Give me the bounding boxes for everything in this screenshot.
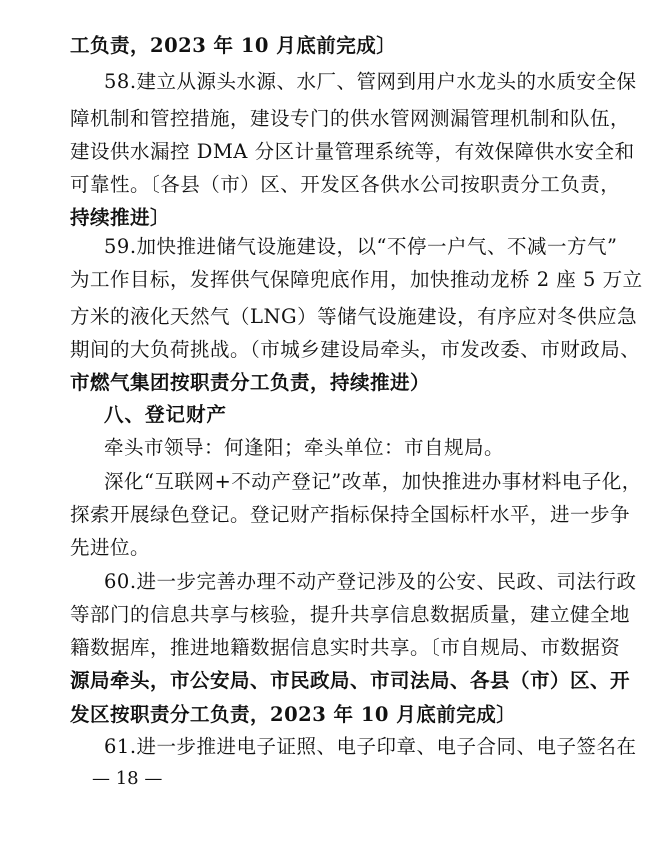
text-line: 60.进一步完善办理不动产登记涉及的公安、民政、司法行政 — [104, 570, 637, 593]
section-heading: 八、登记财产 — [104, 403, 228, 426]
text-line: 等部门的信息共享与核验，提升共享信息数据质量，建立健全地 — [70, 603, 631, 626]
page-number: — 18 — — [92, 768, 163, 789]
text-line: 障机制和管控措施，建设专门的供水管网测漏管理机制和队伍， — [70, 107, 631, 130]
text-line: 市燃气集团按职责分工负责，持续推进） — [70, 371, 431, 394]
text-line: 可靠性。〔各县（市）区、开发区各供水公司按职责分工负责， — [70, 173, 621, 196]
text-line: 先进位。 — [70, 536, 151, 559]
text-line: 籍数据库，推进地籍数据信息实时共享。〔市自规局、市数据资 — [70, 636, 621, 659]
text-line: 59.加快推进储气设施建设，以“不停一户气、不减一方气” — [104, 235, 618, 258]
text-line: 持续推进〕 — [70, 206, 171, 229]
text-line: 为工作目标，发挥供气保障兜底作用，加快推动龙桥 2 座 5 万立 — [70, 268, 643, 291]
text-line: 工负责，2023 年 10 月底前完成〕 — [70, 34, 397, 57]
text-line: 61.进一步推进电子证照、电子印章、电子合同、电子签名在 — [104, 735, 637, 758]
text-line: 建设供水漏控 DMA 分区计量管理系统等，有效保障供水安全和 — [70, 140, 635, 163]
text-line: 源局牵头，市公安局、市民政局、市司法局、各县（市）区、开 — [70, 669, 631, 692]
text-line: 方米的液化天然气（LNG）等储气设施建设，有序应对冬供应急 — [70, 305, 638, 328]
text-line: 期间的大负荷挑战。（市城乡建设局牵头，市发改委、市财政局、 — [70, 338, 641, 361]
text-line: 深化“互联网+不动产登记”改革，加快推进办事材料电子化， — [104, 470, 642, 493]
text-line: 58.建立从源头水源、水厂、管网到用户水龙头的水质安全保 — [104, 70, 637, 93]
text-line: 探索开展绿色登记。登记财产指标保持全国标杆水平，进一步争 — [70, 503, 631, 526]
text-line: 牵头市领导：何逢阳；牵头单位：市自规局。 — [104, 436, 505, 459]
text-line: 发区按职责分工负责，2023 年 10 月底前完成〕 — [70, 703, 517, 726]
